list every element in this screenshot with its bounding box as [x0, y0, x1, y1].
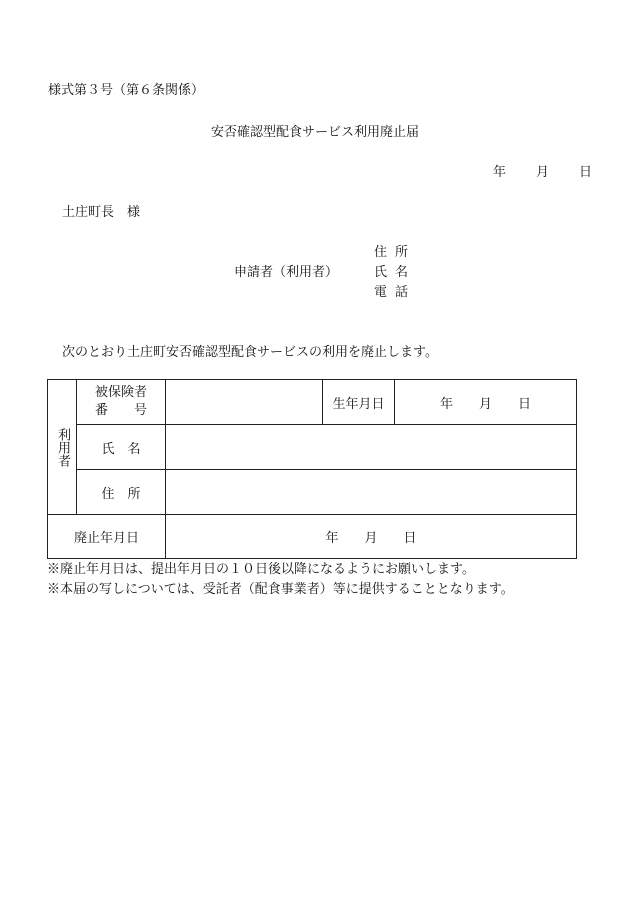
user-name-label: 氏 名: [77, 425, 166, 470]
end-date-label: 廃止年月日: [48, 515, 166, 559]
date-month-label: 月: [535, 165, 549, 180]
note-item: ※廃止年月日は、提出年月日の１０日後以降になるようにお願いします。: [47, 562, 475, 577]
birthdate-field[interactable]: 年 月 日: [395, 380, 577, 425]
addressee: 土庄町長 様: [62, 205, 141, 220]
group-label: 利用者: [55, 427, 70, 467]
form-table: [47, 379, 577, 559]
insured-label-line1: 被保険者: [94, 385, 147, 400]
applicant-address-label: 住所: [374, 245, 417, 260]
insured-number-label: [77, 380, 166, 425]
end-date-field[interactable]: 年 月 日: [166, 515, 577, 559]
body-text: 次のとおり土庄町安否確認型配食サービスの利用を廃止します。: [62, 345, 438, 360]
document-title: 安否確認型配食サービス利用廃止届: [210, 125, 419, 140]
user-address-field[interactable]: [166, 470, 577, 515]
insured-label-line2: 番 号: [94, 403, 147, 418]
applicant-phone-label: 電話: [374, 285, 417, 300]
date-year-label: 年: [492, 165, 506, 180]
user-name-field[interactable]: [166, 425, 577, 470]
applicant-name-label: 氏名: [374, 265, 417, 280]
note-item: ※本届の写しについては、受託者（配食事業者）等に提供することとなります。: [47, 582, 514, 597]
applicant-label: 申請者（利用者）: [234, 265, 339, 280]
notes: [47, 560, 514, 600]
submission-date: [493, 161, 592, 180]
date-day-label: 日: [578, 165, 592, 180]
group-label-cell: [48, 380, 77, 515]
birthdate-label: 生年月日: [323, 380, 395, 425]
user-address-label: 住 所: [77, 470, 166, 515]
form-number: 様式第３号（第６条関係）: [48, 83, 205, 98]
insured-number-field[interactable]: [166, 380, 323, 425]
